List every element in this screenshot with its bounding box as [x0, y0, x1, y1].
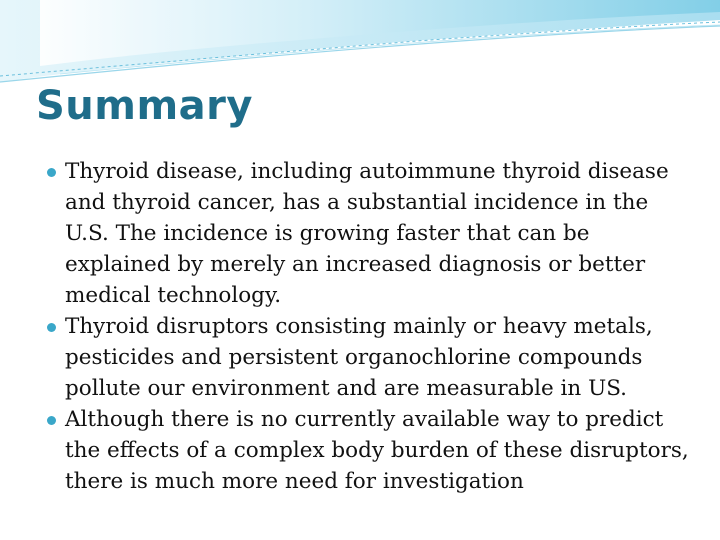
bullet-item-2: [45, 311, 695, 404]
bullet-item-3: [45, 404, 695, 497]
bullet-text: Thyroid disease, including autoimmune thyroid disease and thyroid cancer, has a substantial incidence in the U.S. The incidence is growing faster that can be explained by merely an increased diagnosis or better medical technology.: [65, 159, 669, 308]
slide-title: Summary: [36, 83, 253, 129]
bullet-text: Thyroid disruptors consisting mainly or heavy metals, pesticides and persistent organochlorine compounds pollute our environment and are measurable in US.: [65, 314, 653, 401]
bullet-dot-icon: [47, 323, 56, 332]
bullet-text: Although there is no currently available way to predict the effects of a complex body burden of these disruptors, there is much more need for investigation: [65, 407, 689, 494]
bullet-item-1: [45, 156, 695, 311]
bullet-dot-icon: [47, 168, 56, 177]
bullet-dot-icon: [47, 416, 56, 425]
bullet-list: [45, 156, 695, 497]
